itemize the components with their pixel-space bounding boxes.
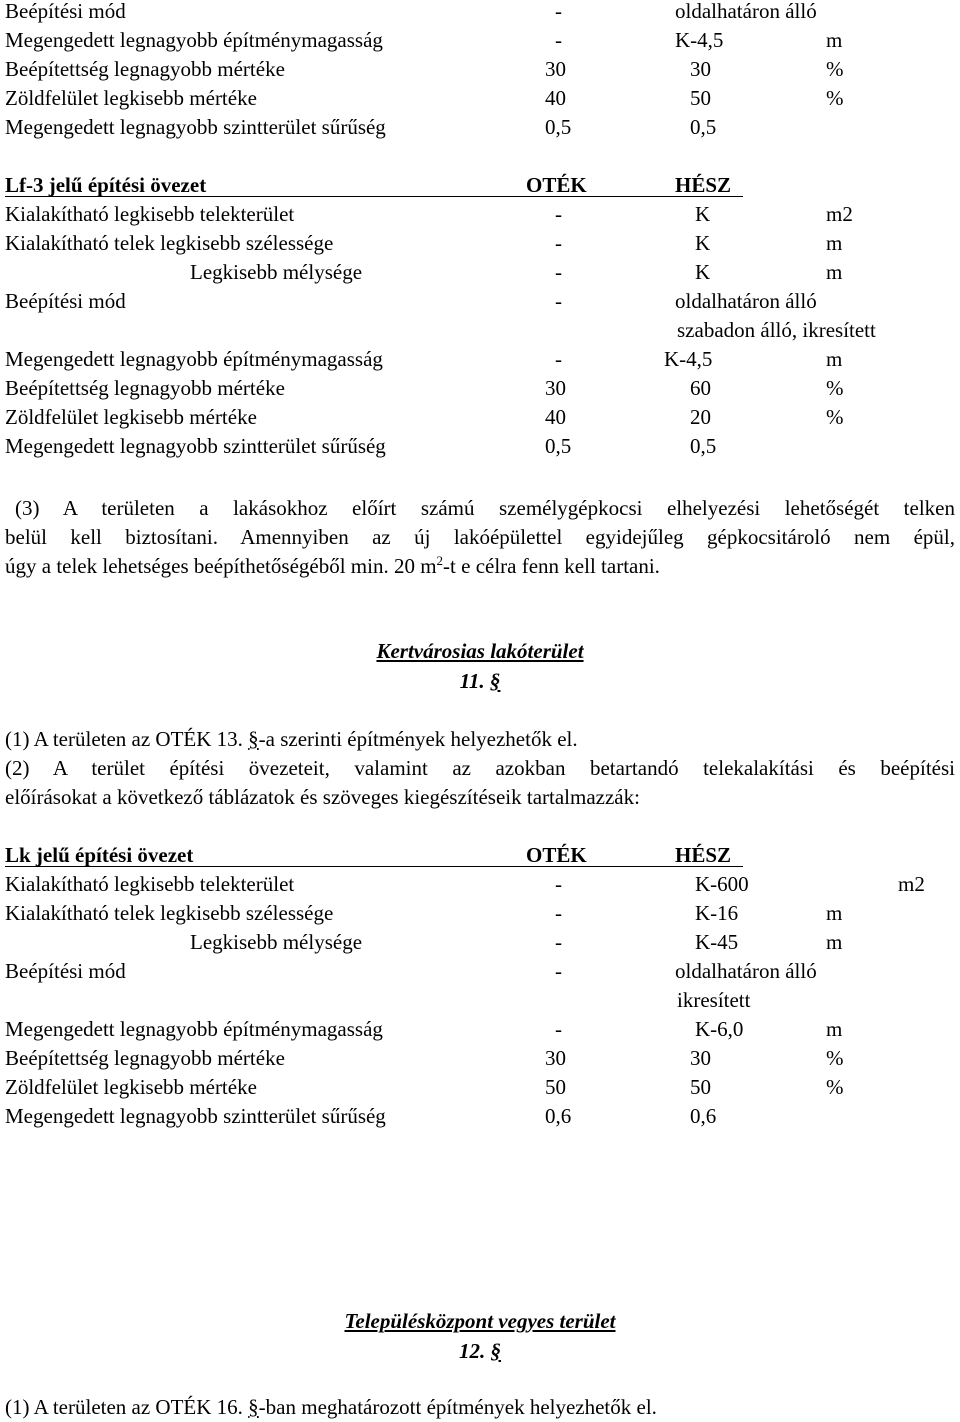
- hesz-value: ikresített: [677, 988, 751, 1012]
- table-row: [0, 55, 960, 84]
- row-label: Kialakítható legkisebb telekterület: [5, 872, 295, 896]
- zone-title: Lf-3 jelű építési övezet: [5, 173, 207, 197]
- otek-value: -: [555, 28, 562, 52]
- hesz-value: oldalhatáron álló: [675, 289, 817, 313]
- otek-value: 0,6: [545, 1104, 572, 1128]
- table-row: [0, 899, 960, 928]
- hesz-value: K-45: [695, 930, 739, 954]
- table-row: [0, 258, 960, 287]
- row-label: Megengedett legnagyobb szintterület sűrűség: [5, 434, 386, 458]
- hesz-value: 30: [690, 57, 711, 81]
- row-label: Beépítettség legnagyobb mértéke: [5, 1046, 285, 1070]
- hesz-value: 0,6: [690, 1104, 717, 1128]
- section-title: [0, 636, 960, 666]
- row-label: Beépítési mód: [5, 0, 126, 23]
- paragraph-line: (2) A terület építési övezeteit, valamint az azokban betartandó telekalakítási és beépítési: [5, 756, 955, 780]
- paragraph-11-1: [5, 725, 955, 754]
- hesz-value: K-4,5: [675, 28, 724, 52]
- zone-title: Lk jelű építési övezet: [5, 843, 194, 867]
- hesz-value: 20: [690, 405, 711, 429]
- paragraph-text: -a szerinti építmények helyezhetők el.: [258, 727, 578, 751]
- otek-value: -: [555, 260, 562, 284]
- table-header: [0, 171, 960, 200]
- otek-value: -: [555, 347, 562, 371]
- row-label: Beépítési mód: [5, 959, 126, 983]
- paragraph-11-2: [5, 754, 955, 812]
- table-row: [0, 345, 960, 374]
- hesz-header: HÉSZ: [675, 173, 732, 197]
- table-row: [0, 113, 960, 142]
- otek-value: -: [555, 289, 562, 313]
- row-label: Megengedett legnagyobb építménymagasság: [5, 1017, 383, 1041]
- otek-value: -: [555, 0, 562, 23]
- paragraph-text: (1) A területen az OTÉK 13.: [5, 727, 249, 751]
- unit-value: %: [826, 405, 844, 429]
- otek-value: -: [555, 930, 562, 954]
- row-label: Megengedett legnagyobb szintterület sűrűség: [5, 115, 386, 139]
- hesz-value: K: [695, 260, 711, 284]
- paragraph-line: előírásokat a következő táblázatok és szöveges kiegészítéseik tartalmazzák:: [5, 785, 640, 809]
- otek-value: -: [555, 231, 562, 255]
- table-row: [0, 84, 960, 113]
- hesz-value: K-4,5: [664, 347, 713, 371]
- otek-value: 30: [545, 57, 566, 81]
- otek-value: 0,5: [545, 115, 572, 139]
- otek-value: 40: [545, 405, 566, 429]
- unit-value: %: [826, 57, 844, 81]
- hesz-value: 50: [690, 86, 711, 110]
- table-row: [0, 1015, 960, 1044]
- table-row: [0, 374, 960, 403]
- otek-value: 50: [545, 1075, 566, 1099]
- table-row: [0, 229, 960, 258]
- otek-value: 30: [545, 1046, 566, 1070]
- hesz-value: 60: [690, 376, 711, 400]
- section-number: [0, 666, 960, 696]
- hesz-header: HÉSZ: [675, 843, 732, 867]
- table-row: [0, 432, 960, 461]
- otek-value: -: [555, 1017, 562, 1041]
- row-label: Megengedett legnagyobb építménymagasság: [5, 28, 383, 52]
- row-label: Zöldfelület legkisebb mértéke: [5, 405, 257, 429]
- hesz-value: K-600: [695, 872, 749, 896]
- row-label: Kialakítható legkisebb telekterület: [5, 202, 295, 226]
- unit-value: m: [826, 231, 843, 255]
- table-row: [0, 403, 960, 432]
- otek-value: 0,5: [545, 434, 572, 458]
- otek-header: OTÉK: [526, 173, 587, 197]
- unit-value: %: [826, 1046, 844, 1070]
- unit-value: m: [826, 1017, 843, 1041]
- section-number-text: 11.: [459, 669, 485, 693]
- table-row: [0, 316, 960, 345]
- hesz-value: K: [695, 231, 711, 255]
- section-sign: §: [490, 1339, 501, 1363]
- row-label: Beépítettség legnagyobb mértéke: [5, 376, 285, 400]
- table-row: [0, 986, 960, 1015]
- section-sign: §: [248, 1395, 259, 1419]
- table-row: [0, 957, 960, 986]
- table-row: [0, 0, 960, 26]
- otek-value: -: [555, 959, 562, 983]
- table-row: [0, 287, 960, 316]
- hesz-value: 50: [690, 1075, 711, 1099]
- hesz-value: 0,5: [690, 434, 717, 458]
- section-title-text: Kertvárosias lakóterület: [376, 639, 584, 663]
- table-row: [0, 1102, 960, 1131]
- hesz-value: oldalhatáron álló: [675, 0, 817, 23]
- table-row: [0, 928, 960, 957]
- row-label: Beépítési mód: [5, 289, 126, 313]
- paragraph-text: -ban meghatározott építmények helyezhetők el.: [258, 1395, 657, 1419]
- row-label: Legkisebb mélysége: [190, 260, 363, 284]
- otek-value: 30: [545, 376, 566, 400]
- hesz-value: oldalhatáron álló: [675, 959, 817, 983]
- row-label: Megengedett legnagyobb építménymagasság: [5, 347, 383, 371]
- unit-value: m: [826, 260, 843, 284]
- table-row: [0, 870, 960, 899]
- unit-value: m: [826, 347, 843, 371]
- unit-value: m: [826, 901, 843, 925]
- paragraph-12-1: [5, 1393, 955, 1422]
- unit-value: %: [826, 86, 844, 110]
- paragraph-text: -t e célra fenn kell tartani.: [443, 554, 660, 578]
- unit-value: m: [826, 930, 843, 954]
- paragraph-3: [5, 494, 955, 581]
- superscript: 2: [436, 553, 444, 568]
- hesz-value: K-6,0: [695, 1017, 744, 1041]
- section-number-text: 12.: [459, 1339, 486, 1363]
- otek-value: -: [555, 872, 562, 896]
- row-label: Zöldfelület legkisebb mértéke: [5, 1075, 257, 1099]
- row-label: Kialakítható telek legkisebb szélessége: [5, 231, 334, 255]
- unit-value: m2: [898, 872, 925, 896]
- paragraph-text: úgy a telek lehetséges beépíthetőségéből min. 20 m: [5, 554, 437, 578]
- section-title-text: Településközpont vegyes terület: [344, 1309, 616, 1333]
- unit-value: m: [826, 28, 843, 52]
- paragraph-text: (1) A területen az OTÉK 16.: [5, 1395, 249, 1419]
- table-row: [0, 1044, 960, 1073]
- section-title: [0, 1306, 960, 1336]
- unit-value: m2: [826, 202, 853, 226]
- hesz-value: 0,5: [690, 115, 717, 139]
- row-label: Megengedett legnagyobb szintterület sűrűség: [5, 1104, 386, 1128]
- row-label: Kialakítható telek legkisebb szélessége: [5, 901, 334, 925]
- section-number: [0, 1336, 960, 1366]
- row-label: Legkisebb mélysége: [190, 930, 363, 954]
- row-label: Zöldfelület legkisebb mértéke: [5, 86, 257, 110]
- table-row: [0, 26, 960, 55]
- table-row: [0, 1073, 960, 1102]
- hesz-value: K-16: [695, 901, 739, 925]
- row-label: Beépítettség legnagyobb mértéke: [5, 57, 285, 81]
- table-row: [0, 200, 960, 229]
- hesz-value: K: [695, 202, 711, 226]
- otek-value: 40: [545, 86, 566, 110]
- unit-value: %: [826, 376, 844, 400]
- section-sign: §: [489, 669, 501, 693]
- paragraph-line: belül kell biztosítani. Amennyiben az új lakóépülettel egyidejűleg gépkocsitároló nem épül,: [5, 525, 955, 549]
- unit-value: %: [826, 1075, 844, 1099]
- hesz-value: szabadon álló, ikresített: [677, 318, 876, 342]
- otek-value: -: [555, 901, 562, 925]
- paragraph-line: (3) A területen a lakásokhoz előírt számú személygépkocsi elhelyezési lehetőségét telken: [15, 496, 955, 520]
- hesz-value: 30: [690, 1046, 711, 1070]
- otek-value: -: [555, 202, 562, 226]
- section-sign: §: [248, 727, 259, 751]
- paragraph-line: [5, 552, 955, 581]
- otek-header: OTÉK: [526, 843, 587, 867]
- table-header: [0, 841, 960, 870]
